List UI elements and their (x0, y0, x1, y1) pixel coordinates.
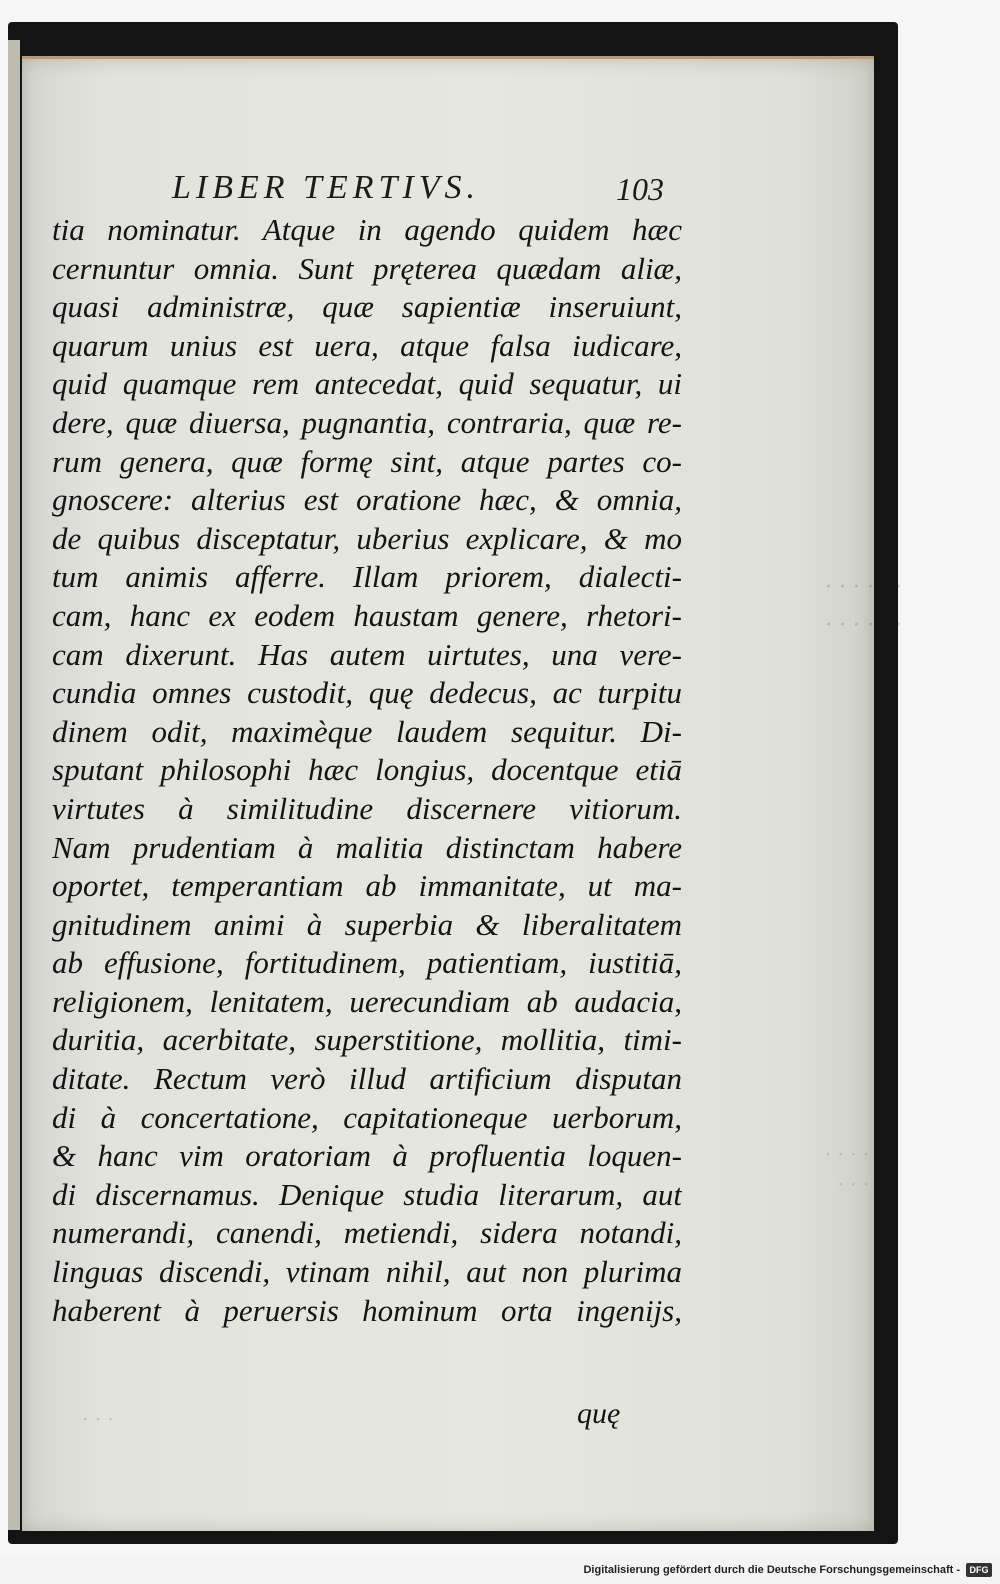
text-line: & hanc vim oratoriam à profluentia loquen- (52, 1138, 682, 1174)
body-text (52, 211, 682, 1330)
text-line: tia nominatur. Atque in agendo quidem hæc (52, 212, 682, 247)
text-line: duritia, acerbitate, superstitione, mollitia, timi- (52, 1022, 682, 1058)
text-line: sputant philosophi hæc longius, docentque etiā (52, 752, 682, 788)
text-line: oportet, temperantiam ab immanitate, ut ma- (52, 868, 682, 904)
text-line: cundia omnes custodit, quę dedecus, ac turpitu (52, 675, 682, 711)
text-line: de quibus disceptatur, uberius explicare, & mo (52, 520, 682, 556)
show-through-text: · · · · · · · · · · · · (825, 575, 902, 638)
text-line: religionem, lenitatem, uerecundiam ab audacia, (52, 983, 682, 1019)
footer-bar (0, 1558, 1000, 1584)
text-line: quid quamque rem antecedat, quid sequatur, ui (52, 366, 682, 402)
text-line: linguas discendi, vtinam nihil, aut non plurima (52, 1254, 682, 1290)
text-line: di à concertatione, capitationeque uerborum, (52, 1099, 682, 1135)
page-edge-leaves (8, 40, 20, 1530)
text-line: gnoscere: alterius est oratione hæc, & omnia, (52, 482, 682, 518)
text-line: gnitudinem animi à superbia & liberalitatem (52, 906, 682, 942)
catchword: quę (577, 1397, 621, 1430)
text-line: haberent à peruersis hominum orta ingenijs, (52, 1292, 682, 1328)
show-through-text: · · · (82, 1407, 114, 1431)
funding-credit: Digitalisierung gefördert durch die Deutsche Forschungsgemeinschaft - (583, 1564, 960, 1576)
dfg-logo: DFG (966, 1563, 992, 1577)
text-line: numerandi, canendi, metiendi, sidera notandi, (52, 1215, 682, 1251)
text-line: di discernamus. Denique studia literarum, aut (52, 1176, 682, 1212)
text-line: quarum unius est uera, atque falsa iudicare, (52, 327, 682, 363)
text-line: dinem odit, maximèque laudem sequitur. Di- (52, 713, 682, 749)
page-number: 103 (616, 171, 664, 207)
text-line: dere, quæ diuersa, pugnantia, contraria, quæ re- (52, 404, 682, 440)
text-line: quasi administræ, quæ sapientiæ inseruiunt, (52, 289, 682, 325)
text-line: cam, hanc ex eodem haustam genere, rhetori- (52, 597, 682, 633)
text-line: Nam prudentiam à malitia distinctam habere (52, 829, 682, 865)
text-line: ab effusione, fortitudinem, patientiam, iustitiā, (52, 945, 682, 981)
text-line: ditate. Rectum verò illud artificium disputan (52, 1061, 682, 1097)
text-line: virtutes à similitudine discernere vitiorum. (52, 790, 682, 826)
book-page (22, 56, 902, 1531)
running-head: LIBER TERTIVS. (172, 169, 480, 206)
text-line: cernuntur omnia. Sunt pręterea quædam aliæ, (52, 250, 682, 286)
text-line: tum animis afferre. Illam priorem, dialecti- (52, 559, 682, 595)
text-line: rum genera, quæ formę sint, atque partes co- (52, 443, 682, 479)
show-through-text: · · · · · · · · · (824, 1142, 882, 1196)
text-line: cam dixerunt. Has autem uirtutes, una vere- (52, 636, 682, 672)
